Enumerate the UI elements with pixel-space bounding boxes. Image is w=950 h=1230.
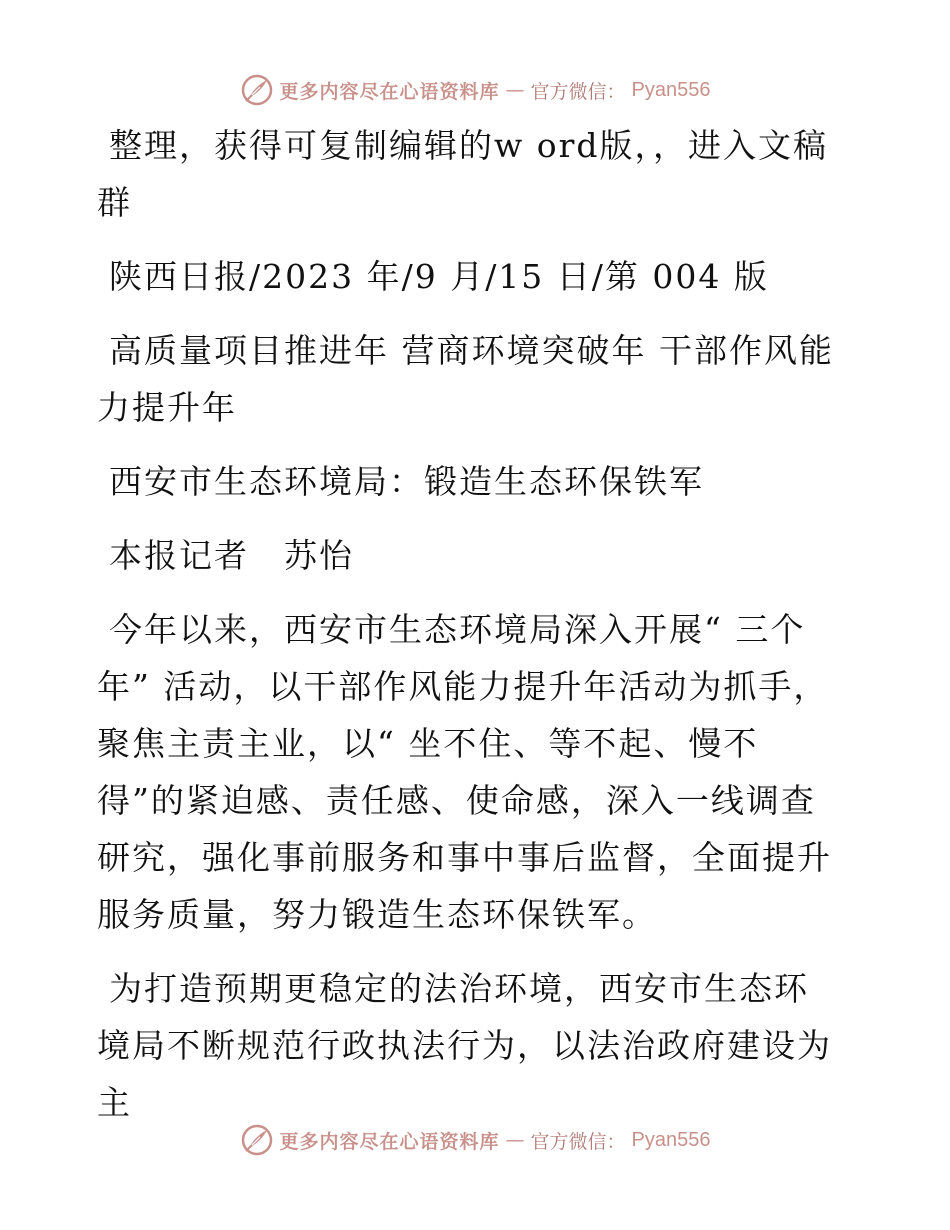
paragraph-body-2: 为打造预期更稳定的法治环境，西安市生态环境局不断规范行政执法行为，以法治政府建设为主 [97,969,832,1122]
document-body [97,117,837,1148]
banner-slogan: 更多内容尽在心语资料库 [279,80,500,103]
banner-official-label: 官方微信： [530,80,626,103]
paragraph-body-1: 今年以来，西安市生态环境局深入开展“ 三个年” 活动，以干部作风能力提升年活动为抓手，聚焦主责主业，以“ 坐不住、等不起、慢不得”的紧迫感、责任感、使命感，深入一线调查研究，强化事前服务和事中事后监督，全面提升服务质量，努力锻造生态环保铁军。 [97,610,832,934]
banner-dash: — [505,1129,525,1151]
paragraph-headline-kicker: 高质量项目推进年 营商环境突破年 干部作风能力提升年 [97,331,834,427]
header-banner [0,70,950,110]
feather-pen-logo-icon [240,73,274,107]
banner-slogan: 更多内容尽在心语资料库 [279,1130,500,1153]
paragraph-headline: 西安市生态环境局：锻造生态环保铁军 [109,462,704,501]
banner-wechat-id: Pyan556 [631,1128,711,1151]
footer-banner [0,1120,950,1160]
paragraph-byline: 本报记者 苏怡 [109,536,354,575]
banner-wechat-id: Pyan556 [631,78,711,101]
paragraph-source: 陕西日报/2023 年/9 月/15 日/第 004 版 [109,257,769,296]
banner-official-label: 官方微信： [530,1130,626,1153]
paragraph-intro: 整理，获得可复制编辑的w ord版，，进入文稿群 [97,126,829,222]
banner-dash: — [505,79,525,101]
feather-pen-logo-icon [240,1123,274,1157]
